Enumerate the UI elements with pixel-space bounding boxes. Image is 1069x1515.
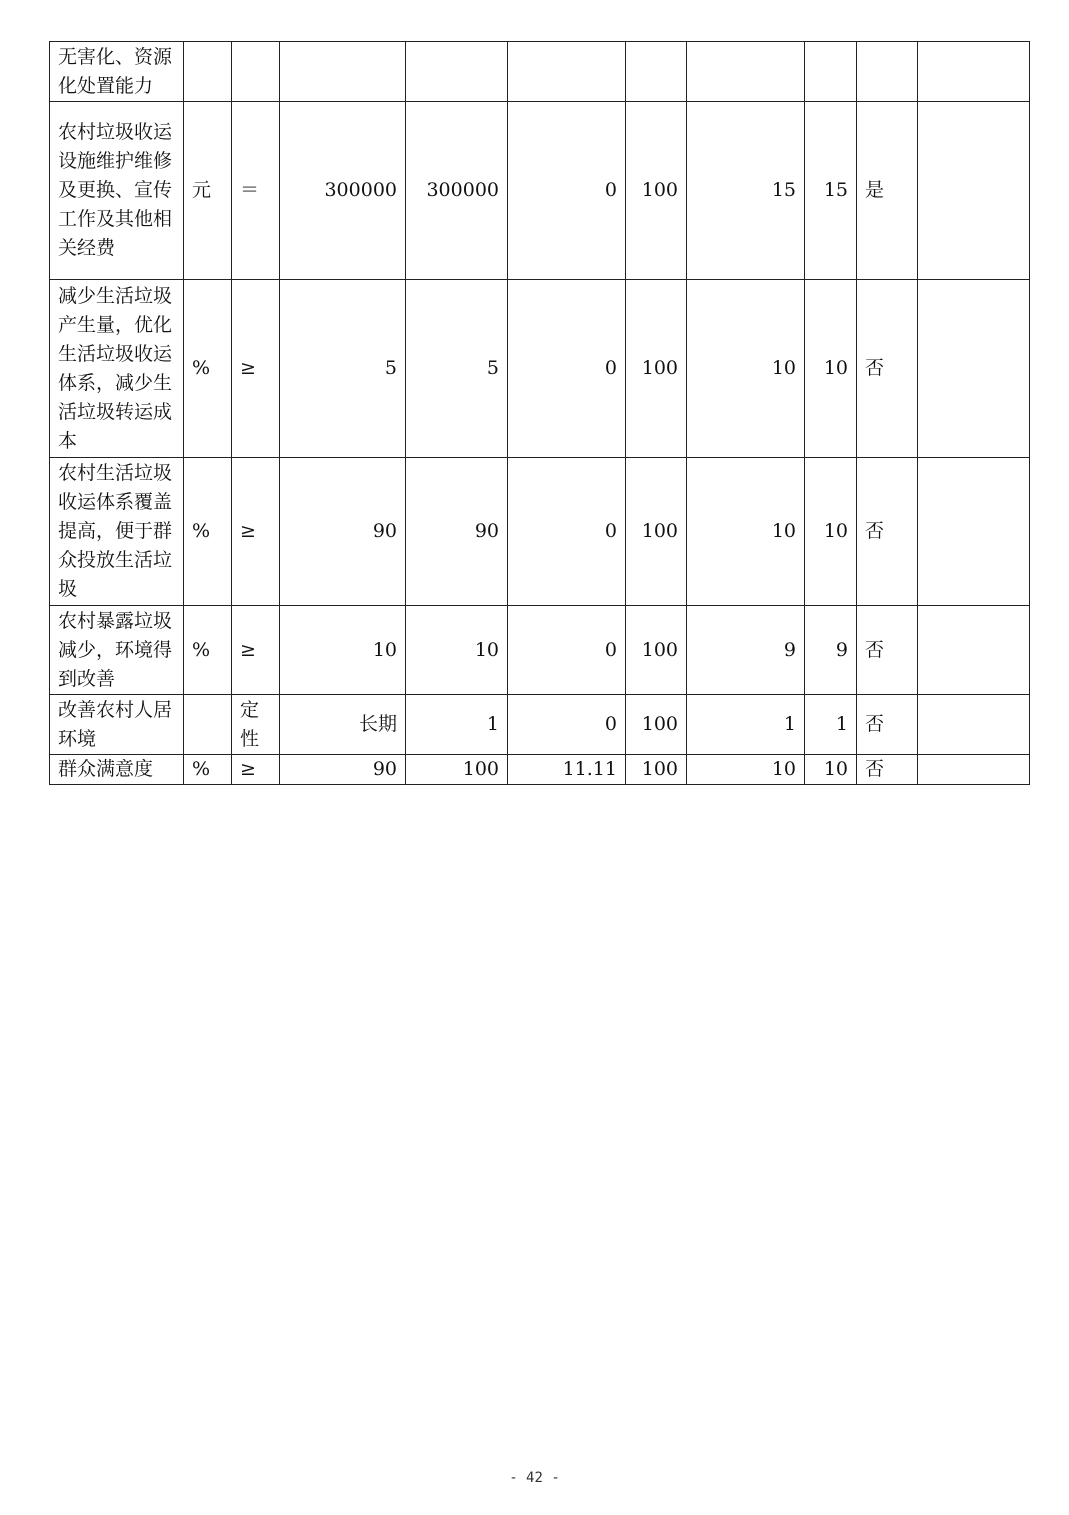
actual-value-cell <box>406 42 508 102</box>
actual-value-cell: 90 <box>406 458 508 606</box>
weight-cell: 15 <box>687 102 805 280</box>
unit-cell <box>184 695 232 755</box>
deviation-cell: 0 <box>508 458 626 606</box>
actual-value-cell: 100 <box>406 755 508 785</box>
operator-cell: ≥ <box>232 280 280 458</box>
indicator-name-cell: 改善农村人居环境 <box>50 695 184 755</box>
table-row <box>50 280 1030 458</box>
weight-cell <box>687 42 805 102</box>
weight-cell: 9 <box>687 606 805 695</box>
operator-cell: ≥ <box>232 755 280 785</box>
score-cell: 9 <box>805 606 857 695</box>
deviation-cell: 0 <box>508 695 626 755</box>
target-value-cell: 长期 <box>280 695 406 755</box>
core-indicator-flag-cell: 是 <box>857 102 918 280</box>
remark-cell <box>918 280 1030 458</box>
score-cell: 1 <box>805 695 857 755</box>
target-value-cell: 90 <box>280 755 406 785</box>
target-value-cell: 90 <box>280 458 406 606</box>
target-value-cell: 300000 <box>280 102 406 280</box>
weight-cell: 1 <box>687 695 805 755</box>
operator-cell: ≥ <box>232 458 280 606</box>
core-indicator-flag-cell: 否 <box>857 606 918 695</box>
operator-cell <box>232 42 280 102</box>
actual-value-cell: 10 <box>406 606 508 695</box>
remark-cell <box>918 42 1030 102</box>
score-cell: 10 <box>805 458 857 606</box>
target-value-cell: 5 <box>280 280 406 458</box>
core-indicator-flag-cell: 否 <box>857 695 918 755</box>
deviation-cell: 0 <box>508 102 626 280</box>
indicator-name-cell: 农村生活垃圾收运体系覆盖提高，便于群众投放生活垃圾 <box>50 458 184 606</box>
indicator-name-cell: 农村暴露垃圾减少，环境得到改善 <box>50 606 184 695</box>
table-row <box>50 695 1030 755</box>
deviation-cell <box>508 42 626 102</box>
deviation-cell: 0 <box>508 606 626 695</box>
completion-cell: 100 <box>626 280 687 458</box>
completion-cell: 100 <box>626 755 687 785</box>
core-indicator-flag-cell: 否 <box>857 755 918 785</box>
operator-cell: 定性 <box>232 695 280 755</box>
completion-cell: 100 <box>626 458 687 606</box>
remark-cell <box>918 102 1030 280</box>
completion-cell: 100 <box>626 102 687 280</box>
unit-cell <box>184 42 232 102</box>
table-row <box>50 755 1030 785</box>
score-cell: 10 <box>805 755 857 785</box>
weight-cell: 10 <box>687 280 805 458</box>
target-value-cell <box>280 42 406 102</box>
remark-cell <box>918 458 1030 606</box>
table-row <box>50 102 1030 280</box>
remark-cell <box>918 606 1030 695</box>
page-number: - 42 - <box>509 1470 560 1486</box>
unit-cell: % <box>184 280 232 458</box>
actual-value-cell: 5 <box>406 280 508 458</box>
indicator-name-cell: 减少生活垃圾产生量，优化生活垃圾收运体系，减少生活垃圾转运成本 <box>50 280 184 458</box>
deviation-cell: 11.11 <box>508 755 626 785</box>
indicator-name-cell: 无害化、资源化处置能力 <box>50 42 184 102</box>
completion-cell <box>626 42 687 102</box>
core-indicator-flag-cell: 否 <box>857 458 918 606</box>
unit-cell: % <box>184 458 232 606</box>
score-cell: 15 <box>805 102 857 280</box>
table-row <box>50 606 1030 695</box>
completion-cell: 100 <box>626 695 687 755</box>
weight-cell: 10 <box>687 458 805 606</box>
score-cell <box>805 42 857 102</box>
indicator-name-cell: 农村垃圾收运设施维护维修及更换、宣传工作及其他相关经费 <box>50 102 184 280</box>
operator-cell: ≥ <box>232 606 280 695</box>
unit-cell: % <box>184 755 232 785</box>
score-cell: 10 <box>805 280 857 458</box>
completion-cell: 100 <box>626 606 687 695</box>
weight-cell: 10 <box>687 755 805 785</box>
unit-cell: 元 <box>184 102 232 280</box>
table-row <box>50 42 1030 102</box>
core-indicator-flag-cell <box>857 42 918 102</box>
table-row <box>50 458 1030 606</box>
indicator-name-cell: 群众满意度 <box>50 755 184 785</box>
unit-cell: % <box>184 606 232 695</box>
target-value-cell: 10 <box>280 606 406 695</box>
actual-value-cell: 300000 <box>406 102 508 280</box>
deviation-cell: 0 <box>508 280 626 458</box>
core-indicator-flag-cell: 否 <box>857 280 918 458</box>
actual-value-cell: 1 <box>406 695 508 755</box>
performance-indicator-table <box>49 41 1030 785</box>
remark-cell <box>918 695 1030 755</box>
remark-cell <box>918 755 1030 785</box>
operator-cell: ＝ <box>232 102 280 280</box>
